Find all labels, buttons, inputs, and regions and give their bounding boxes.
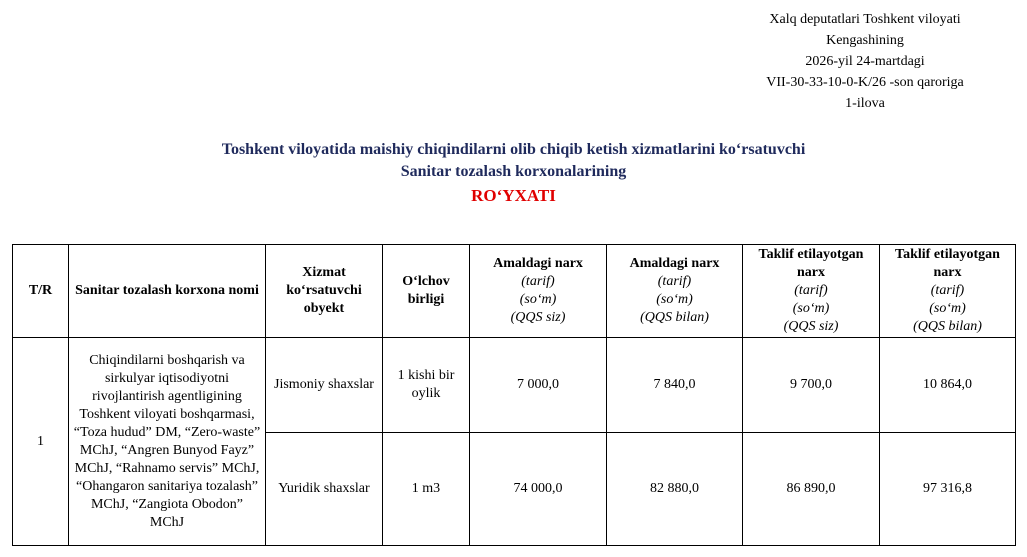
header-proposed-no-vat xyxy=(743,245,880,338)
header-main: Taklif etilayotgan narx xyxy=(758,247,864,280)
title-line-2: Sanitar tozalash korxonalarining xyxy=(400,163,627,180)
cell-unit: 1 kishi bir oylik xyxy=(383,338,470,433)
header-sub: (tarif) xyxy=(794,283,828,298)
header-sub: (QQS bilan) xyxy=(913,319,982,334)
cell-current-vat: 7 840,0 xyxy=(607,338,743,433)
header-sub: (tarif) xyxy=(930,283,965,298)
header-main: Taklif etilayotgan narx xyxy=(895,247,1000,280)
registry-table xyxy=(12,244,1016,546)
header-note-line: 1-ilova xyxy=(845,96,885,111)
header-sub: (so‘m) xyxy=(792,301,830,316)
cell-proposed-vat: 97 316,8 xyxy=(880,433,1016,546)
header-unit: O‘lchov birligi xyxy=(383,245,470,338)
cell-agency-name: Chiqindilarni boshqarish va sirkulyar iqtisodiyotni rivojlantirish agentligining Toshkent viloyati boshqarmasi, “Toza hudud” DM, “Zero-waste” MChJ, “Angren Bunyod Fayz” MChJ, “Rahnamo servis” MChJ, “Ohangaron sanitariya tozalash” MChJ, “Zangiota Obodon” MChJ xyxy=(69,338,266,546)
header-main: Amaldagi narx xyxy=(629,256,720,271)
header-note-line: Xalq deputatlari Toshkent viloyati xyxy=(769,12,961,27)
table-header-row xyxy=(13,245,1016,338)
header-sub: (so‘m) xyxy=(929,301,966,316)
header-main: Amaldagi narx xyxy=(493,256,583,271)
cell-current-no-vat: 7 000,0 xyxy=(470,338,607,433)
header-sub: (QQS siz) xyxy=(783,319,839,334)
header-note-line: VII-30-33-10-0-K/26 -son qaroriga xyxy=(766,75,964,90)
header-tr: T/R xyxy=(13,245,69,338)
title-line-1: Toshkent viloyatida maishiy chiqindilarni olib chiqib ketish xizmatlarini ko‘rsatuvchi xyxy=(221,141,806,158)
header-note xyxy=(715,9,1015,114)
cell-proposed-no-vat: 9 700,0 xyxy=(743,338,880,433)
header-note-line: 2026-yil 24-martdagi xyxy=(805,54,925,69)
cell-current-vat: 82 880,0 xyxy=(607,433,743,546)
cell-proposed-no-vat: 86 890,0 xyxy=(743,433,880,546)
header-sub: (so‘m) xyxy=(519,292,557,307)
header-object: Xizmat ko‘rsatuvchi obyekt xyxy=(266,245,383,338)
cell-object: Jismoniy shaxslar xyxy=(266,338,383,433)
header-sub: (QQS siz) xyxy=(510,310,566,325)
header-sub: (QQS bilan) xyxy=(640,310,709,325)
header-name: Sanitar tozalash korxona nomi xyxy=(69,245,266,338)
header-sub: (so‘m) xyxy=(656,292,693,307)
header-current-vat xyxy=(607,245,743,338)
cell-unit: 1 m3 xyxy=(383,433,470,546)
cell-number: 1 xyxy=(13,338,69,546)
header-proposed-vat xyxy=(880,245,1016,338)
cell-proposed-vat: 10 864,0 xyxy=(880,338,1016,433)
table-row xyxy=(13,338,1016,433)
title-line-3: RO‘YXATI xyxy=(471,186,556,205)
header-sub: (tarif) xyxy=(657,274,692,289)
cell-current-no-vat: 74 000,0 xyxy=(470,433,607,546)
header-sub: (tarif) xyxy=(521,274,555,289)
header-note-line: Kengashining xyxy=(826,33,904,48)
document-title xyxy=(0,139,1027,208)
cell-object: Yuridik shaxslar xyxy=(266,433,383,546)
header-current-no-vat xyxy=(470,245,607,338)
